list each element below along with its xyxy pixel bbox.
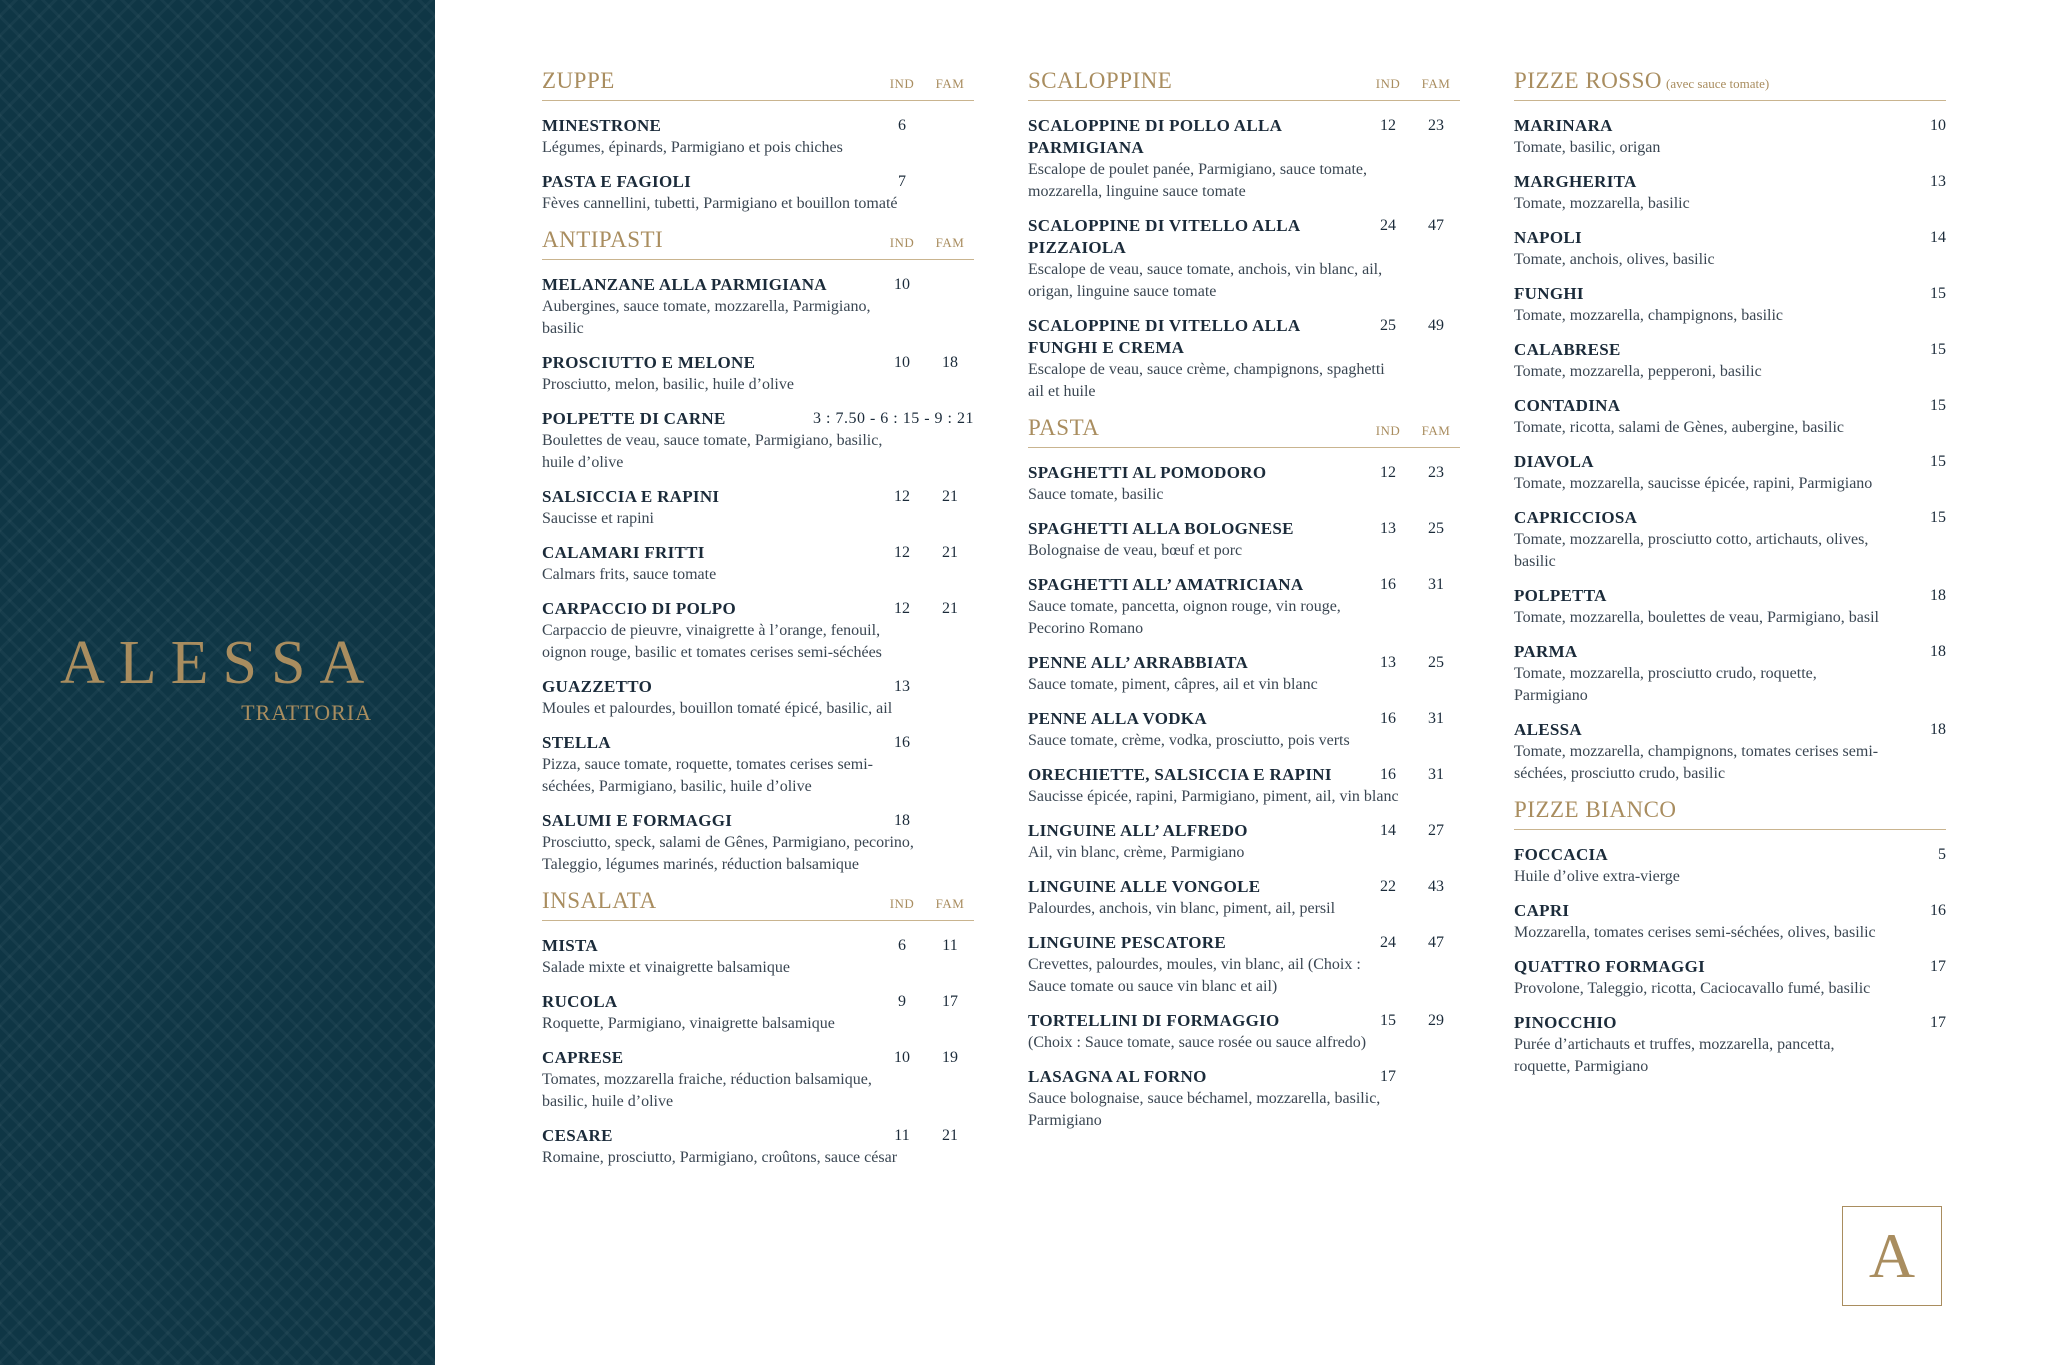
brand-panel bbox=[0, 0, 435, 1365]
item-price-ind: 18 bbox=[894, 812, 910, 829]
menu-item bbox=[1028, 708, 1460, 752]
ind-header: IND bbox=[889, 896, 915, 911]
menu-column-3 bbox=[1514, 68, 1946, 1090]
item-price: 15 bbox=[1930, 509, 1946, 526]
item-price: 14 bbox=[1930, 229, 1946, 246]
item-name: PENNE ALL’ ARRABBIATA bbox=[1028, 653, 1249, 672]
item-price: 5 bbox=[1938, 846, 1946, 863]
item-price-ind: 17 bbox=[1380, 1068, 1396, 1085]
item-name: RUCOLA bbox=[542, 992, 618, 1011]
item-price-fam: 43 bbox=[1428, 878, 1444, 895]
item-description: Sauce tomate, pancetta, oignon rouge, vin rouge, Pecorino Romano bbox=[1028, 598, 1341, 637]
menu-item bbox=[1514, 719, 1946, 785]
menu-item bbox=[1028, 652, 1460, 696]
item-price: 15 bbox=[1930, 341, 1946, 358]
menu-column-2 bbox=[1028, 68, 1460, 1144]
price-column-headers bbox=[1364, 76, 1460, 92]
menu-item bbox=[542, 542, 974, 586]
item-description: Provolone, Taleggio, ricotta, Caciocavallo fumé, basilic bbox=[1514, 980, 1871, 997]
item-price-ind: 15 bbox=[1380, 1012, 1396, 1029]
fam-header: FAM bbox=[935, 896, 965, 911]
item-price-ind: 16 bbox=[1380, 576, 1396, 593]
item-price-ind: 25 bbox=[1380, 317, 1396, 334]
item-price-ind: 6 bbox=[898, 937, 906, 954]
menu-item bbox=[542, 115, 974, 159]
menu-item bbox=[542, 598, 974, 664]
item-price-fam: 29 bbox=[1428, 1012, 1444, 1029]
item-description: Salade mixte et vinaigrette balsamique bbox=[542, 959, 790, 976]
item-description: Tomate, ricotta, salami de Gènes, aubergine, basilic bbox=[1514, 419, 1845, 436]
section-note: (avec sauce tomate) bbox=[1666, 76, 1770, 91]
item-price-ind: 22 bbox=[1380, 878, 1396, 895]
item-price: 17 bbox=[1930, 1014, 1946, 1031]
item-price-fam: 19 bbox=[942, 1049, 958, 1066]
item-description: Escalope de veau, sauce crème, champignons, spaghetti ail et huile bbox=[1028, 361, 1385, 400]
section-title bbox=[1514, 797, 1946, 823]
item-price-ind: 12 bbox=[1380, 464, 1396, 481]
item-name: STELLA bbox=[542, 733, 611, 752]
item-price: 16 bbox=[1930, 902, 1946, 919]
menu-item bbox=[1028, 932, 1460, 998]
section-title-text: ZUPPE bbox=[542, 68, 615, 93]
menu-item bbox=[1514, 171, 1946, 215]
ind-header: IND bbox=[889, 235, 915, 250]
item-name: DIAVOLA bbox=[1514, 452, 1594, 471]
item-description: Tomate, mozzarella, basilic bbox=[1514, 195, 1690, 212]
menu-item bbox=[542, 274, 974, 340]
item-description: Aubergines, sauce tomate, mozzarella, Parmigiano, basilic bbox=[542, 298, 871, 337]
item-description: Escalope de poulet panée, Parmigiano, sauce tomate, mozzarella, linguine sauce tomate bbox=[1028, 161, 1367, 200]
item-price: 15 bbox=[1930, 285, 1946, 302]
item-price-fam: 25 bbox=[1428, 520, 1444, 537]
item-description: Prosciutto, melon, basilic, huile d’olive bbox=[542, 376, 794, 393]
item-price-ind: 10 bbox=[894, 276, 910, 293]
item-description: Boulettes de veau, sauce tomate, Parmigiano, basilic, huile d’olive bbox=[542, 432, 883, 471]
item-name: CAPRESE bbox=[542, 1048, 624, 1067]
item-price-fam: 11 bbox=[942, 937, 958, 954]
ind-header: IND bbox=[1375, 423, 1401, 438]
menu-column-1 bbox=[542, 68, 974, 1181]
menu-item bbox=[1028, 315, 1460, 403]
menu-item bbox=[1514, 1012, 1946, 1078]
menu-item bbox=[1028, 518, 1460, 562]
fam-header: FAM bbox=[935, 76, 965, 91]
item-price-fam: 23 bbox=[1428, 464, 1444, 481]
item-name: FUNGHI bbox=[1514, 284, 1584, 303]
menu-item bbox=[1514, 339, 1946, 383]
item-name: SALUMI E FORMAGGI bbox=[542, 811, 733, 830]
section-title bbox=[542, 888, 878, 914]
menu-item bbox=[1028, 1066, 1460, 1132]
section-title-text: PASTA bbox=[1028, 415, 1100, 440]
ind-header: IND bbox=[1375, 76, 1401, 91]
item-name: POLPETTA bbox=[1514, 586, 1607, 605]
section-title bbox=[1028, 415, 1364, 441]
menu-item bbox=[1514, 227, 1946, 271]
item-name: SCALOPPINE DI VITELLO ALLA FUNGHI E CREMA bbox=[1028, 316, 1300, 357]
item-price-ind: 12 bbox=[894, 488, 910, 505]
item-price-ind: 24 bbox=[1380, 217, 1396, 234]
menu-item bbox=[542, 408, 974, 474]
item-price-fam: 47 bbox=[1428, 217, 1444, 234]
item-name: SPAGHETTI ALL’ AMATRICIANA bbox=[1028, 575, 1304, 594]
section-scaloppine bbox=[1028, 68, 1460, 403]
item-description: Sauce tomate, piment, câpres, ail et vin blanc bbox=[1028, 676, 1318, 693]
menu-item bbox=[1028, 820, 1460, 864]
item-name: LINGUINE PESCATORE bbox=[1028, 933, 1226, 952]
item-name: NAPOLI bbox=[1514, 228, 1582, 247]
item-name: CAPRICCIOSA bbox=[1514, 508, 1638, 527]
section-title bbox=[542, 227, 878, 253]
item-description: Tomate, mozzarella, boulettes de veau, Parmigiano, basil bbox=[1514, 609, 1879, 626]
item-name: LASAGNA AL FORNO bbox=[1028, 1067, 1207, 1086]
item-description: Prosciutto, speck, salami de Gênes, Parmigiano, pecorino, Taleggio, légumes marinés, réduction balsamique bbox=[542, 834, 914, 873]
item-name: MISTA bbox=[542, 936, 598, 955]
item-name: SALSICCIA E RAPINI bbox=[542, 487, 720, 506]
fam-header: FAM bbox=[935, 235, 965, 250]
fam-header: FAM bbox=[1421, 423, 1451, 438]
item-price: 17 bbox=[1930, 958, 1946, 975]
item-price: 15 bbox=[1930, 453, 1946, 470]
item-description: Pizza, sauce tomate, roquette, tomates cerises semi-séchées, Parmigiano, basilic, huile d’olive bbox=[542, 756, 873, 795]
section-title bbox=[542, 68, 878, 94]
item-description: Calmars frits, sauce tomate bbox=[542, 566, 717, 583]
item-description: Bolognaise de veau, bœuf et porc bbox=[1028, 542, 1243, 559]
item-description: Légumes, épinards, Parmigiano et pois chiches bbox=[542, 139, 843, 156]
menu-item bbox=[1514, 395, 1946, 439]
item-price-fam: 23 bbox=[1428, 117, 1444, 134]
section-title-text: SCALOPPINE bbox=[1028, 68, 1173, 93]
item-price: 10 bbox=[1930, 117, 1946, 134]
item-name: ORECHIETTE, SALSICCIA E RAPINI bbox=[1028, 765, 1332, 784]
menu-item bbox=[1028, 462, 1460, 506]
section-header bbox=[1514, 68, 1946, 101]
item-price-ind: 6 bbox=[898, 117, 906, 134]
item-name: POLPETTE DI CARNE bbox=[542, 409, 726, 428]
section-title-text: ANTIPASTI bbox=[542, 227, 664, 252]
item-price-ind: 24 bbox=[1380, 934, 1396, 951]
item-name: MELANZANE ALLA PARMIGIANA bbox=[542, 275, 827, 294]
item-name: PASTA E FAGIOLI bbox=[542, 172, 692, 191]
item-price-fam: 21 bbox=[942, 544, 958, 561]
item-price-ind: 9 bbox=[898, 993, 906, 1010]
item-price-ind: 7 bbox=[898, 173, 906, 190]
item-price: 13 bbox=[1930, 173, 1946, 190]
item-price-ind: 10 bbox=[894, 354, 910, 371]
menu-item bbox=[1514, 956, 1946, 1000]
item-description: Tomate, basilic, origan bbox=[1514, 139, 1661, 156]
section-header bbox=[1028, 415, 1460, 448]
menu-item bbox=[1514, 115, 1946, 159]
item-description: Sauce bolognaise, sauce béchamel, mozzarella, basilic, Parmigiano bbox=[1028, 1090, 1381, 1129]
item-name: LINGUINE ALLE VONGOLE bbox=[1028, 877, 1261, 896]
menu-item bbox=[1028, 215, 1460, 303]
brand-name: ALESSA bbox=[60, 629, 379, 697]
menu-item bbox=[1028, 115, 1460, 203]
menu-item bbox=[542, 810, 974, 876]
item-price-ind: 10 bbox=[894, 1049, 910, 1066]
item-name: CALAMARI FRITTI bbox=[542, 543, 705, 562]
item-description: (Choix : Sauce tomate, sauce rosée ou sauce alfredo) bbox=[1028, 1034, 1367, 1051]
item-price-fam: 31 bbox=[1428, 576, 1444, 593]
item-name: GUAZZETTO bbox=[542, 677, 653, 696]
item-description: Saucisse épicée, rapini, Parmigiano, piment, ail, vin blanc bbox=[1028, 788, 1399, 805]
item-price-ind: 12 bbox=[894, 544, 910, 561]
item-price-fam: 47 bbox=[1428, 934, 1444, 951]
item-name: SCALOPPINE DI POLLO ALLA PARMIGIANA bbox=[1028, 116, 1282, 157]
price-column-headers bbox=[878, 76, 974, 92]
menu-item bbox=[1514, 900, 1946, 944]
section-antipasti bbox=[542, 227, 974, 876]
item-name: CONTADINA bbox=[1514, 396, 1621, 415]
item-name: PROSCIUTTO E MELONE bbox=[542, 353, 756, 372]
item-price: 15 bbox=[1930, 397, 1946, 414]
item-price-tiers: 3 : 7.50 - 6 : 15 - 9 : 21 bbox=[813, 410, 974, 427]
menu-item bbox=[542, 1047, 974, 1113]
item-name: TORTELLINI DI FORMAGGIO bbox=[1028, 1011, 1280, 1030]
menu-item bbox=[542, 935, 974, 979]
item-price-ind: 14 bbox=[1380, 822, 1396, 839]
brand-subtitle: TRATTORIA bbox=[241, 700, 372, 725]
menu-item bbox=[542, 732, 974, 798]
item-price-ind: 12 bbox=[1380, 117, 1396, 134]
item-name: PINOCCHIO bbox=[1514, 1013, 1617, 1032]
ind-header: IND bbox=[889, 76, 915, 91]
menu-item bbox=[1514, 283, 1946, 327]
brand-logo bbox=[60, 629, 380, 726]
item-price-fam: 31 bbox=[1428, 766, 1444, 783]
menu-item bbox=[1514, 451, 1946, 495]
item-price-fam: 21 bbox=[942, 600, 958, 617]
menu-item bbox=[542, 486, 974, 530]
item-description: Tomate, anchois, olives, basilic bbox=[1514, 251, 1715, 268]
item-description: Escalope de veau, sauce tomate, anchois, vin blanc, ail, origan, linguine sauce tomate bbox=[1028, 261, 1383, 300]
menu-item bbox=[1514, 844, 1946, 888]
item-price-ind: 13 bbox=[894, 678, 910, 695]
item-price-fam: 18 bbox=[942, 354, 958, 371]
item-price: 18 bbox=[1930, 721, 1946, 738]
menu-item bbox=[542, 676, 974, 720]
item-name: FOCCACIA bbox=[1514, 845, 1609, 864]
menu-item bbox=[1514, 641, 1946, 707]
item-description: Tomate, mozzarella, pepperoni, basilic bbox=[1514, 363, 1762, 380]
section-header bbox=[542, 227, 974, 260]
section-zuppe bbox=[542, 68, 974, 215]
section-title-text: INSALATA bbox=[542, 888, 657, 913]
price-column-headers bbox=[878, 235, 974, 251]
menu-item bbox=[542, 171, 974, 215]
item-description: Ail, vin blanc, crème, Parmigiano bbox=[1028, 844, 1245, 861]
section-header bbox=[542, 68, 974, 101]
item-description: Tomate, mozzarella, champignons, tomates cerises semi-séchées, prosciutto crudo, basilic bbox=[1514, 743, 1879, 782]
item-price: 18 bbox=[1930, 587, 1946, 604]
section-insalata bbox=[542, 888, 974, 1169]
item-description: Palourdes, anchois, vin blanc, piment, ail, persil bbox=[1028, 900, 1336, 917]
section-pizze-bianco bbox=[1514, 797, 1946, 1078]
price-column-headers bbox=[878, 896, 974, 912]
section-title-text: PIZZE BIANCO bbox=[1514, 797, 1677, 822]
monogram-letter: A bbox=[1868, 1220, 1916, 1291]
item-price-fam: 31 bbox=[1428, 710, 1444, 727]
section-title bbox=[1514, 68, 1946, 94]
menu-item bbox=[1514, 585, 1946, 629]
item-name: SCALOPPINE DI VITELLO ALLA PIZZAIOLA bbox=[1028, 216, 1300, 257]
item-name: CESARE bbox=[542, 1126, 613, 1145]
monogram-logo bbox=[1842, 1206, 1942, 1306]
item-price-ind: 16 bbox=[1380, 766, 1396, 783]
item-name: LINGUINE ALL’ ALFREDO bbox=[1028, 821, 1248, 840]
item-description: Tomate, mozzarella, prosciutto crudo, roquette, Parmigiano bbox=[1514, 665, 1817, 704]
item-description: Fèves cannellini, tubetti, Parmigiano et bouillon tomaté bbox=[542, 195, 898, 212]
menu-item bbox=[1514, 507, 1946, 573]
item-description: Roquette, Parmigiano, vinaigrette balsamique bbox=[542, 1015, 835, 1032]
item-name: CALABRESE bbox=[1514, 340, 1621, 359]
item-name: MINESTRONE bbox=[542, 116, 662, 135]
item-price-fam: 27 bbox=[1428, 822, 1444, 839]
item-price-fam: 17 bbox=[942, 993, 958, 1010]
item-name: SPAGHETTI ALLA BOLOGNESE bbox=[1028, 519, 1294, 538]
item-price-ind: 16 bbox=[1380, 710, 1396, 727]
price-column-headers bbox=[1364, 423, 1460, 439]
section-title-text: PIZZE ROSSO bbox=[1514, 68, 1662, 93]
menu-item bbox=[542, 352, 974, 396]
menu-item bbox=[1028, 876, 1460, 920]
item-name: CAPRI bbox=[1514, 901, 1570, 920]
item-description: Huile d’olive extra-vierge bbox=[1514, 868, 1680, 885]
fam-header: FAM bbox=[1421, 76, 1451, 91]
menu-item bbox=[1028, 764, 1460, 808]
section-pasta bbox=[1028, 415, 1460, 1132]
item-name: PARMA bbox=[1514, 642, 1578, 661]
item-description: Purée d’artichauts et truffes, mozzarella, pancetta, roquette, Parmigiano bbox=[1514, 1036, 1835, 1075]
item-name: MARGHERITA bbox=[1514, 172, 1637, 191]
item-description: Tomate, mozzarella, prosciutto cotto, artichauts, olives, basilic bbox=[1514, 531, 1869, 570]
item-name: MARINARA bbox=[1514, 116, 1613, 135]
item-description: Tomate, mozzarella, champignons, basilic bbox=[1514, 307, 1784, 324]
item-description: Saucisse et rapini bbox=[542, 510, 654, 527]
item-description: Carpaccio de pieuvre, vinaigrette à l’orange, fenouil, oignon rouge, basilic et tomates cerises semi-séchées bbox=[542, 622, 882, 661]
item-price-fam: 49 bbox=[1428, 317, 1444, 334]
item-name: PENNE ALLA VODKA bbox=[1028, 709, 1207, 728]
item-description: Moules et palourdes, bouillon tomaté épicé, basilic, ail bbox=[542, 700, 893, 717]
item-description: Mozzarella, tomates cerises semi-séchées, olives, basilic bbox=[1514, 924, 1876, 941]
item-name: ALESSA bbox=[1514, 720, 1582, 739]
item-description: Crevettes, palourdes, moules, vin blanc, ail (Choix : Sauce tomate ou sauce vin blanc et ail) bbox=[1028, 956, 1361, 995]
item-price-ind: 13 bbox=[1380, 520, 1396, 537]
item-name: QUATTRO FORMAGGI bbox=[1514, 957, 1706, 976]
item-price-fam: 25 bbox=[1428, 654, 1444, 671]
item-price-ind: 16 bbox=[894, 734, 910, 751]
menu-item bbox=[1028, 1010, 1460, 1054]
item-name: SPAGHETTI AL POMODORO bbox=[1028, 463, 1267, 482]
item-price-ind: 11 bbox=[894, 1127, 910, 1144]
item-description: Romaine, prosciutto, Parmigiano, croûtons, sauce césar bbox=[542, 1149, 898, 1166]
section-header bbox=[1514, 797, 1946, 830]
section-title bbox=[1028, 68, 1364, 94]
item-description: Tomates, mozzarella fraiche, réduction balsamique, basilic, huile d’olive bbox=[542, 1071, 872, 1110]
item-price-ind: 12 bbox=[894, 600, 910, 617]
menu-item bbox=[542, 1125, 974, 1169]
item-description: Sauce tomate, crème, vodka, prosciutto, pois verts bbox=[1028, 732, 1350, 749]
item-description: Tomate, mozzarella, saucisse épicée, rapini, Parmigiano bbox=[1514, 475, 1873, 492]
menu-item bbox=[1028, 574, 1460, 640]
item-price-fam: 21 bbox=[942, 1127, 958, 1144]
item-description: Sauce tomate, basilic bbox=[1028, 486, 1164, 503]
menu-item bbox=[542, 991, 974, 1035]
item-price-ind: 13 bbox=[1380, 654, 1396, 671]
section-header bbox=[1028, 68, 1460, 101]
item-price: 18 bbox=[1930, 643, 1946, 660]
item-name: CARPACCIO DI POLPO bbox=[542, 599, 736, 618]
section-pizze-rosso bbox=[1514, 68, 1946, 785]
item-price-fam: 21 bbox=[942, 488, 958, 505]
section-header bbox=[542, 888, 974, 921]
